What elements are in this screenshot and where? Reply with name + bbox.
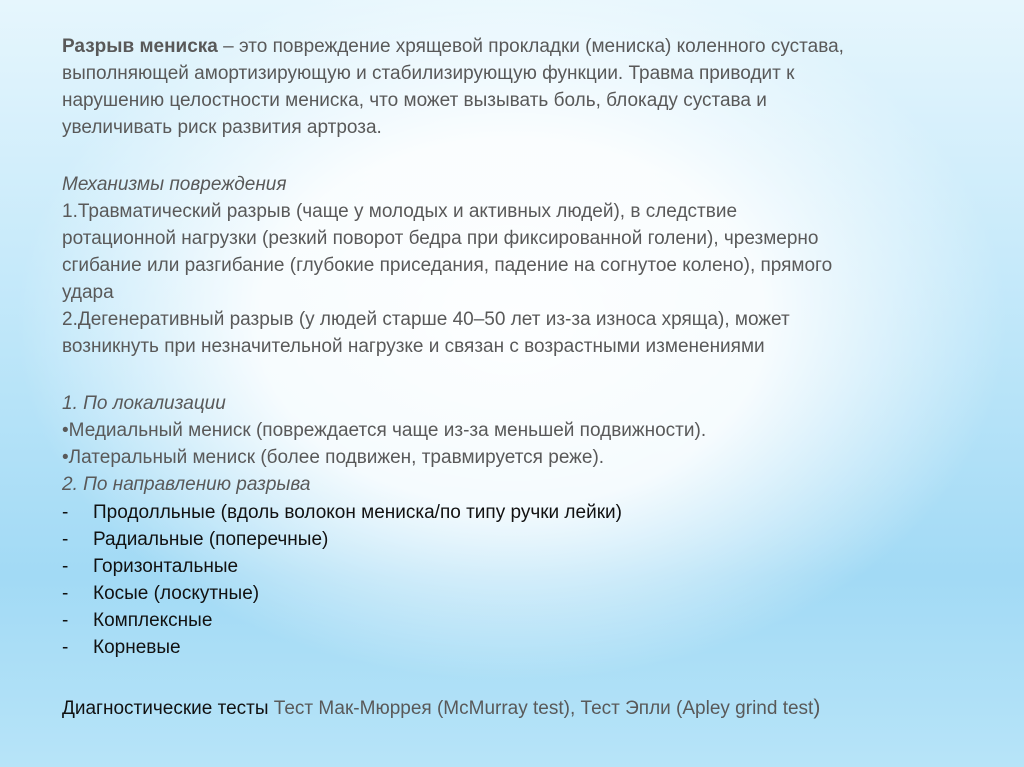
diagnostics-closing: ) <box>813 696 821 719</box>
dash-bullet: - <box>62 529 69 550</box>
intro-paragraph <box>62 33 992 141</box>
list-item <box>62 634 992 661</box>
dash-bullet: - <box>62 583 69 604</box>
diagnostics-label: Диагностические тесты <box>62 698 269 719</box>
intro-line: – это повреждение хрящевой прокладки (мениска) коленного сустава, <box>217 36 844 57</box>
classification-section <box>62 390 992 498</box>
list-item-text: Радиальные (поперечные) <box>93 529 329 550</box>
tear-direction-list <box>62 499 992 661</box>
mechanisms-line: возникнуть при незначительной нагрузке и связан с возрастными изменениями <box>62 336 765 357</box>
location-item: •Медиальный мениск (повреждается чаще из-за меньшей подвижности). <box>62 420 707 441</box>
list-item-text: Продолльные (вдоль волокон мениска/по типу ручки лейки) <box>93 502 622 523</box>
list-item-text: Комплексные <box>93 610 213 631</box>
intro-line: выполняющей амортизирующую и стабилизирующую функции. Травма приводит к <box>62 63 795 84</box>
diagnostics-text: Тест Мак-Мюррея (McMurray test), Тест Эпли (Apley grind test <box>268 698 814 719</box>
list-item-text: Горизонтальные <box>93 556 239 577</box>
mechanisms-line: сгибание или разгибание (глубокие приседания, падение на согнутое колено), прямого <box>62 255 833 276</box>
mechanisms-heading: Механизмы повреждения <box>62 174 287 195</box>
list-item-text: Косые (лоскутные) <box>93 583 260 604</box>
intro-line: увеличивать риск развития артроза. <box>62 117 382 138</box>
list-item <box>62 499 992 526</box>
diagnostics-line <box>62 694 1012 722</box>
intro-term: Разрыв мениска <box>62 36 218 57</box>
list-item <box>62 607 992 634</box>
mechanisms-line: ротационной нагрузки (резкий поворот бедра при фиксированной голени), чрезмерно <box>62 228 819 249</box>
list-item <box>62 526 992 553</box>
by-direction-heading: 2. По направлению разрыва <box>62 474 311 495</box>
dash-bullet: - <box>62 556 69 577</box>
list-item-text: Корневые <box>93 637 181 658</box>
dash-bullet: - <box>62 637 69 658</box>
mechanisms-line: 1.Травматический разрыв (чаще у молодых и активных людей), в следствие <box>62 201 738 222</box>
mechanisms-line: удара <box>62 282 114 303</box>
dash-bullet: - <box>62 502 69 523</box>
by-location-heading: 1. По локализации <box>62 393 226 414</box>
dash-bullet: - <box>62 610 69 631</box>
list-item <box>62 580 992 607</box>
list-item <box>62 553 992 580</box>
intro-line: нарушению целостности мениска, что может вызывать боль, блокаду сустава и <box>62 90 767 111</box>
mechanisms-line: 2.Дегенеративный разрыв (у людей старше 40–50 лет из-за износа хряща), может <box>62 309 790 330</box>
location-item: •Латеральный мениск (более подвижен, травмируется реже). <box>62 447 605 468</box>
mechanisms-section <box>62 171 992 360</box>
